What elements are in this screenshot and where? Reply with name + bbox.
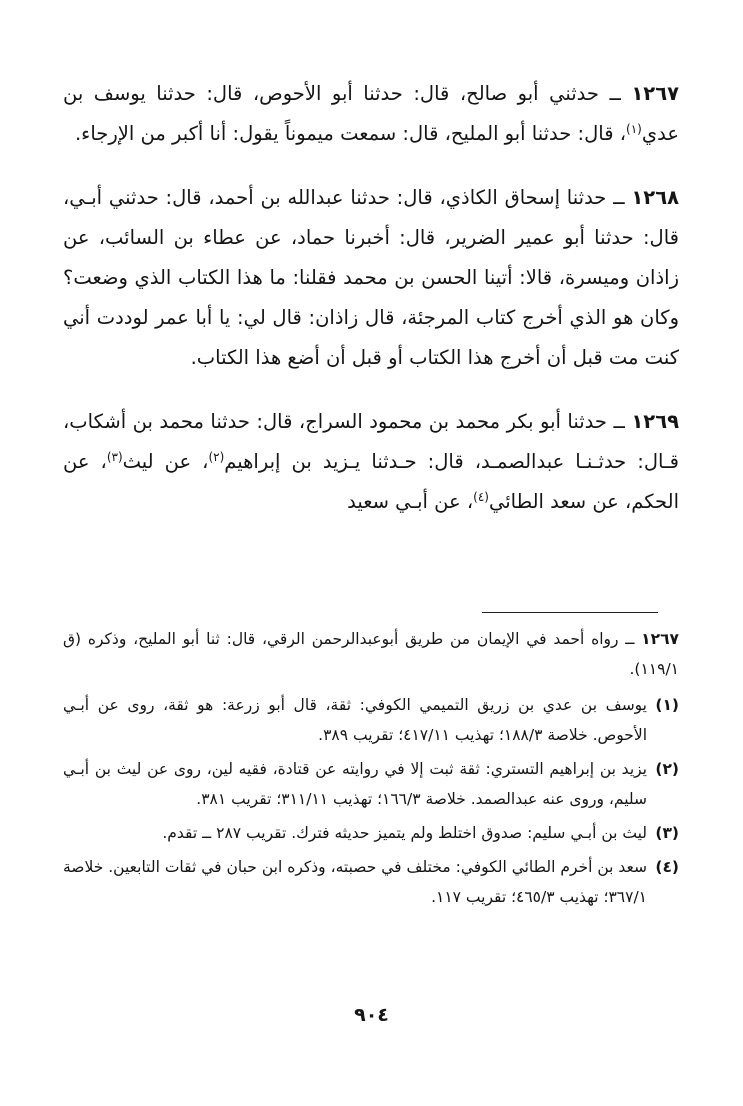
footnote-number: (٢): [655, 760, 679, 778]
footnote-text: سعد بن أخرم الطائي الكوفي: مختلف في حصبته، وذكره ابن حبان في ثقات التابعين. خلاصة ٣٦٧/١؛ تهذيب ٤٦٥/٣؛ تقريب ١١٧.: [63, 858, 647, 906]
hadith-text: ــ حدثنا أبو بكر محمد بن محمود السراج، قال: حدثنا محمد بن أشكاب، قـال: حدثـنـا عبدالصمـد، قال: حـدثنا يـزيد بن إبراهيم: [63, 410, 679, 473]
footnote-ref: (٣): [106, 450, 123, 464]
footnote-2: [63, 754, 679, 814]
source-note-ref: ١٢٦٧: [641, 630, 679, 648]
hadith-number: ١٢٦٧: [631, 82, 679, 105]
footnotes-section: [63, 624, 679, 916]
hadith-text: ، عن أبـي سعيد: [347, 490, 474, 513]
footnote-divider: [482, 612, 658, 613]
hadith-1267: [63, 74, 679, 154]
main-text: [63, 74, 679, 546]
footnote-ref: (٤): [473, 490, 489, 504]
footnote-1: [63, 690, 679, 750]
footnote-text: يزيد بن إبراهيم التستري: ثقة ثبت إلا في روايته عن قتادة، فقيه لين، روى عن ليث بن أبـي سليم، وروى عنه عبدالصمد. خلاصة ١٦٦/٣؛ تهذيب ٣١١/١١؛ تقريب ٣٨١.: [63, 760, 647, 808]
source-note-text: ــ رواه أحمد في الإيمان من طريق أبوعبدالرحمن الرقي، قال: ثنا أبو المليح، وذكره (ق ١١٩/١).: [63, 630, 679, 678]
footnote-ref: (٢): [208, 450, 225, 464]
footnote-ref: (١): [626, 122, 642, 136]
hadith-number: ١٢٦٨: [631, 186, 679, 209]
hadith-number: ١٢٦٩: [631, 410, 679, 433]
source-note: [63, 624, 679, 684]
footnote-text: ليث بن أبـي سليم: صدوق اختلط ولم يتميز حديثه فترك. تقريب ٢٨٧ ــ تقدم.: [162, 824, 647, 842]
footnote-4: [63, 852, 679, 912]
hadith-text: ــ حدثنا إسحاق الكاذي، قال: حدثنا عبدالله بن أحمد، قال: حدثني أبـي، قال: حدثنا أبو عمير الضرير، قال: أخبرنا حماد، عن عطاء بن السائب، عن زاذان وميسرة، قالا: أتينا الحسن بن محمد فقلنا: ما هذا الكتاب الذي وضعت؟ وكان هو الذي أخرج كتاب المرجئة، قال زاذان: قال لي: يا أبا عمر لوددت أني كنت مت قبل أن أخرج هذا الكتاب أو قبل أن أضع هذا الكتاب.: [63, 186, 679, 369]
page-number: ٩٠٤: [354, 1004, 389, 1026]
footnote-number: (١): [655, 696, 679, 714]
hadith-1268: [63, 178, 679, 378]
footnote-number: (٤): [655, 858, 679, 876]
hadith-1269: [63, 402, 679, 522]
hadith-text: ، عن ليث: [122, 450, 209, 473]
footnote-number: (٣): [655, 824, 679, 842]
footnote-text: يوسف بن عدي بن زريق التميمي الكوفي: ثقة، قال أبو زرعة: هو ثقة، روى عن أبـي الأحوص. خلاصة ١٨٨/٣؛ تهذيب ٤١٧/١١؛ تقريب ٣٨٩.: [63, 696, 647, 744]
hadith-text: ــ حدثني أبو صالح، قال: حدثنا أبو الأحوص، قال: حدثنا يوسف بن عدي: [63, 82, 679, 145]
hadith-text: ، عن الحكم، عن سعد الطائي: [63, 450, 679, 513]
hadith-text: ، قال: حدثنا أبو المليح، قال: سمعت ميموناً يقول: أنا أكبر من الإرجاء.: [74, 122, 627, 145]
footnote-3: [63, 818, 679, 848]
